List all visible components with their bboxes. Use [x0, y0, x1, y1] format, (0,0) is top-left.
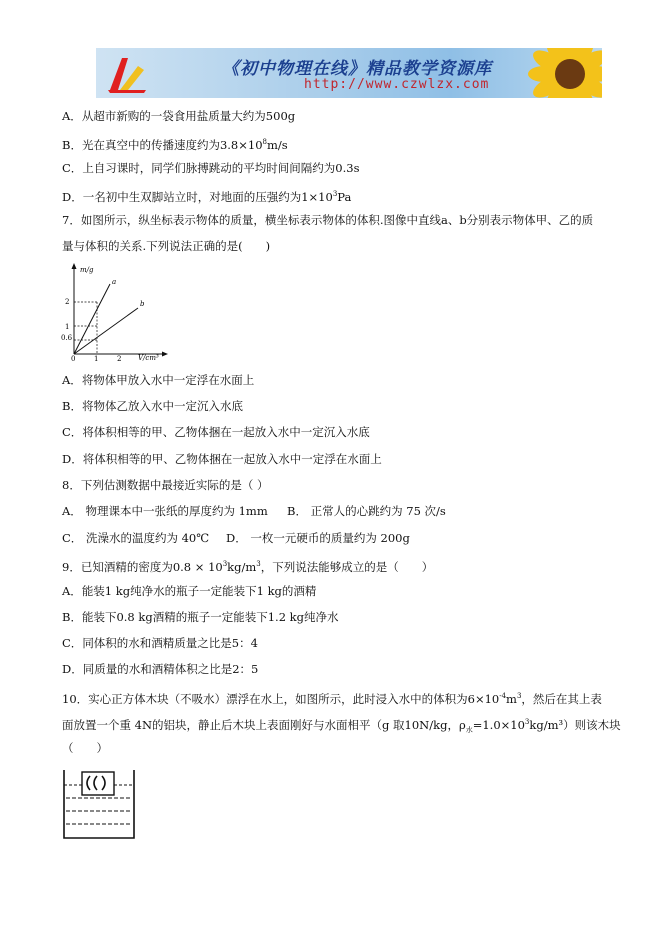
logo-icon — [104, 52, 150, 94]
header-banner — [96, 48, 602, 98]
q9-option-a: A．能装1 kg纯净水的瓶子一定能装下1 kg的酒精 — [62, 584, 317, 598]
q7-option-a: A．将物体甲放入水中一定浮在水面上 — [62, 373, 255, 387]
y-tick-0-6: 0.6 — [61, 334, 73, 342]
line-a-label: a — [112, 278, 117, 286]
q8-option-b: B． 正常人的心跳约为 75 次/s — [287, 504, 446, 518]
q9-option-d: D．同质量的水和酒精体积之比是2：5 — [62, 662, 259, 676]
q10-line2: 面放置一个重 4N的铝块，静止后木块上表面刚好与水面相平（g 取10N/kg，$\rho_水=1.0\times 10^3kg/m^3$）则该木块 — [62, 717, 621, 735]
q8-option-a: A． 物理课本中一张纸的厚度约为 1mm — [62, 504, 268, 518]
x-tick-2: 2 — [117, 355, 122, 362]
y-axis-label: m/g — [80, 266, 94, 274]
q9-option-b: B．能装下0.8 kg酒精的瓶子一定能装下1.2 kg纯净水 — [62, 610, 339, 624]
q7-option-b: B．将物体乙放入水中一定沉入水底 — [62, 399, 243, 413]
line-a — [74, 284, 110, 354]
y-tick-2: 2 — [65, 298, 70, 306]
q6-option-d: D．一名初中生双脚站立时，对地面的压强约为$1\times 10^3Pa$ — [62, 189, 352, 204]
banner-title: 《初中物理在线》精品教学资源库 — [222, 59, 492, 79]
q8-option-d: D． 一枚一元硬币的质量约为 200g — [226, 531, 410, 545]
q7-stem-line1: 7．如图所示，纵坐标表示物体的质量，横坐标表示物体的体积.图像中直线a、b分别表示物体甲、乙的质 — [62, 213, 594, 227]
q8-stem: 8．下列估测数据中最接近实际的是（ ） — [62, 478, 269, 492]
q6-option-a: A．从超市新购的一袋食用盐质量大约为500g — [62, 109, 296, 123]
q9-stem: 9．已知酒精的密度为$0.8 \times 10^3kg/m^3$，下列说法能够成立的是（ ） — [62, 559, 434, 574]
q6-option-c: C．上自习课时，同学们脉搏跳动的平均时间间隔约为0.3s — [62, 161, 360, 175]
y-tick-1: 1 — [65, 323, 70, 331]
banner-url: http://www.czwlzx.com — [304, 77, 490, 92]
q7-option-d: D．将体积相等的甲、乙物体捆在一起放入水中一定浮在水面上 — [62, 452, 382, 466]
floating-block-figure — [62, 768, 136, 840]
x-axis-label: V/cm³ — [138, 354, 159, 362]
origin-label: 0 — [71, 355, 76, 362]
q9-option-c: C．同体积的水和酒精质量之比是5：4 — [62, 636, 258, 650]
q7-option-c: C．将体积相等的甲、乙物体捆在一起放入水中一定沉入水底 — [62, 425, 370, 439]
sunflower-icon — [522, 48, 602, 98]
x-tick-1: 1 — [94, 355, 99, 362]
q7-stem-line2: 量与体积的关系.下列说法正确的是( ) — [62, 239, 271, 253]
q6-option-b: B．光在真空中的传播速度约为$3.8\times 10^8m/s$ — [62, 137, 288, 152]
line-b-label: b — [140, 300, 145, 308]
mass-volume-graph — [60, 262, 170, 362]
q10-line3: （ ） — [62, 741, 108, 755]
q8-option-c: C． 洗澡水的温度约为 40℃ — [62, 531, 210, 545]
q10-line1: 10．实心正方体木块（不吸水）漂浮在水上，如图所示，此时浸入水中的体积为$6\times 10^{-4}m^3$，然后在其上表 — [62, 691, 602, 706]
line-b — [74, 308, 138, 354]
